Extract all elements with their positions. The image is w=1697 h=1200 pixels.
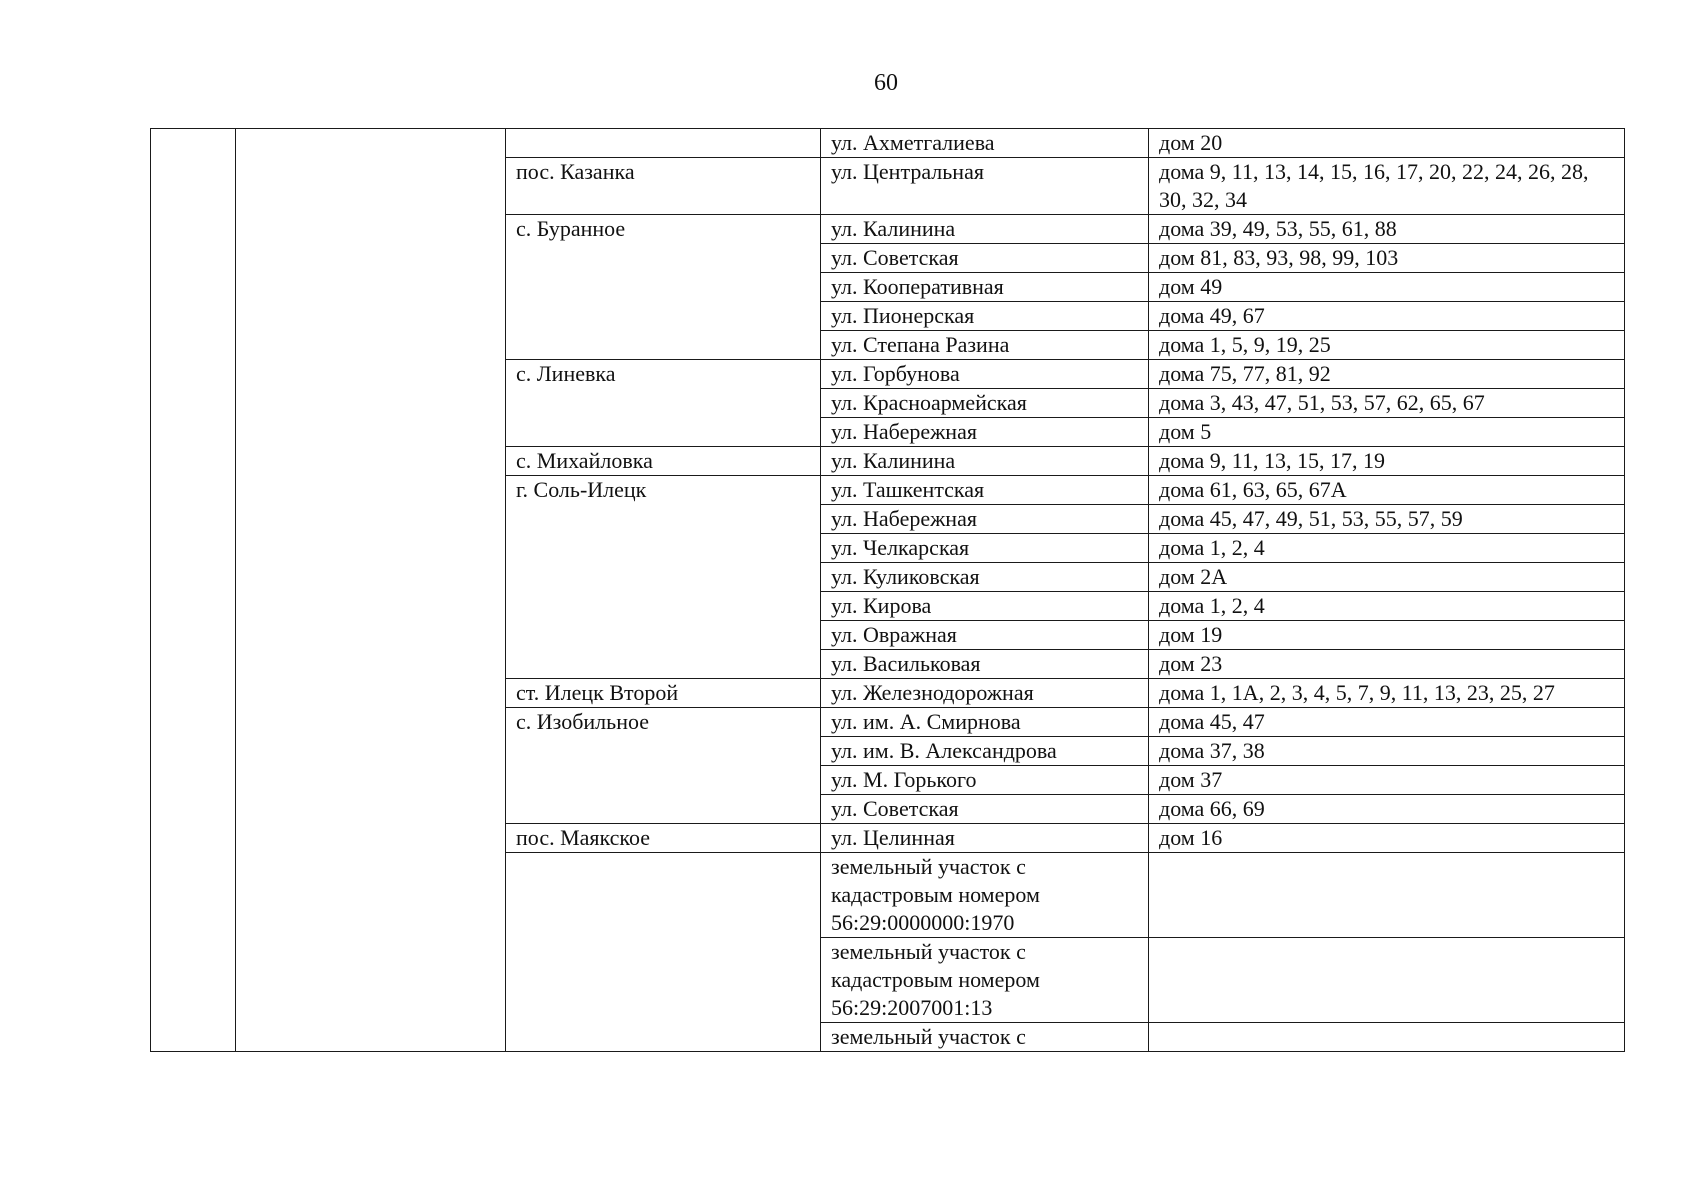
houses-cell: дома 1, 2, 4: [1149, 534, 1625, 563]
street-cell: ул. Целинная: [821, 824, 1149, 853]
street-cell: ул. Советская: [821, 244, 1149, 273]
page-number-text: 60: [874, 70, 898, 96]
houses-cell: дом 81, 83, 93, 98, 99, 103: [1149, 244, 1625, 273]
settlement-cell: пос. Казанка: [506, 158, 821, 215]
street-cell: ул. Кирова: [821, 592, 1149, 621]
street-cell: земельный участок с кадастровым номером 56:29:0000000:1970: [821, 853, 1149, 938]
address-table-body: [151, 129, 1625, 1052]
number-cell: [151, 129, 236, 1052]
houses-cell: дома 1, 5, 9, 19, 25: [1149, 331, 1625, 360]
houses-cell: дома 45, 47: [1149, 708, 1625, 737]
street-cell: ул. им. А. Смирнова: [821, 708, 1149, 737]
houses-cell: дома 3, 43, 47, 51, 53, 57, 62, 65, 67: [1149, 389, 1625, 418]
houses-cell: дом 37: [1149, 766, 1625, 795]
houses-cell: [1149, 938, 1625, 1023]
settlement-cell: пос. Маякское: [506, 824, 821, 853]
street-cell: ул. Пионерская: [821, 302, 1149, 331]
street-cell: ул. Челкарская: [821, 534, 1149, 563]
street-cell: земельный участок с кадастровым номером 56:29:2007001:13: [821, 938, 1149, 1023]
settlement-cell: с. Буранное: [506, 215, 821, 360]
houses-cell: дом 2А: [1149, 563, 1625, 592]
houses-cell: дом 19: [1149, 621, 1625, 650]
houses-cell: дома 9, 11, 13, 14, 15, 16, 17, 20, 22, 24, 26, 28, 30, 32, 34: [1149, 158, 1625, 215]
settlement-cell: [506, 129, 821, 158]
houses-cell: дом 16: [1149, 824, 1625, 853]
houses-cell: дома 37, 38: [1149, 737, 1625, 766]
street-cell: ул. Железнодорожная: [821, 679, 1149, 708]
houses-cell: дома 1, 2, 4: [1149, 592, 1625, 621]
houses-cell: дома 75, 77, 81, 92: [1149, 360, 1625, 389]
houses-cell: дом 49: [1149, 273, 1625, 302]
houses-cell: дома 1, 1А, 2, 3, 4, 5, 7, 9, 11, 13, 23, 25, 27: [1149, 679, 1625, 708]
settlement-cell: ст. Илецк Второй: [506, 679, 821, 708]
street-cell: ул. Ташкентская: [821, 476, 1149, 505]
street-cell: ул. Овражная: [821, 621, 1149, 650]
settlement-cell: с. Линевка: [506, 360, 821, 447]
houses-cell: дом 5: [1149, 418, 1625, 447]
houses-cell: дома 39, 49, 53, 55, 61, 88: [1149, 215, 1625, 244]
houses-cell: дом 20: [1149, 129, 1625, 158]
street-cell: ул. Набережная: [821, 505, 1149, 534]
address-table: [150, 128, 1625, 1052]
settlement-cell: с. Михайловка: [506, 447, 821, 476]
street-cell: ул. Калинина: [821, 215, 1149, 244]
street-cell: земельный участок с: [821, 1023, 1149, 1052]
street-cell: ул. М. Горького: [821, 766, 1149, 795]
street-cell: ул. Центральная: [821, 158, 1149, 215]
street-cell: ул. Советская: [821, 795, 1149, 824]
settlement-cell: г. Соль-Илецк: [506, 476, 821, 679]
street-cell: ул. Ахметгалиева: [821, 129, 1149, 158]
district-cell: [236, 129, 506, 1052]
houses-cell: дом 23: [1149, 650, 1625, 679]
street-cell: ул. Горбунова: [821, 360, 1149, 389]
houses-cell: [1149, 1023, 1625, 1052]
houses-cell: [1149, 853, 1625, 938]
houses-cell: дома 61, 63, 65, 67А: [1149, 476, 1625, 505]
houses-cell: дома 9, 11, 13, 15, 17, 19: [1149, 447, 1625, 476]
street-cell: ул. Красноармейская: [821, 389, 1149, 418]
houses-cell: дома 49, 67: [1149, 302, 1625, 331]
table-row: [151, 129, 1625, 158]
street-cell: ул. Васильковая: [821, 650, 1149, 679]
street-cell: ул. Набережная: [821, 418, 1149, 447]
street-cell: ул. Кооперативная: [821, 273, 1149, 302]
houses-cell: дома 45, 47, 49, 51, 53, 55, 57, 59: [1149, 505, 1625, 534]
houses-cell: дома 66, 69: [1149, 795, 1625, 824]
settlement-cell: с. Изобильное: [506, 708, 821, 824]
settlement-cell: [506, 853, 821, 1052]
street-cell: ул. Калинина: [821, 447, 1149, 476]
street-cell: ул. Куликовская: [821, 563, 1149, 592]
street-cell: ул. им. В. Александрова: [821, 737, 1149, 766]
street-cell: ул. Степана Разина: [821, 331, 1149, 360]
